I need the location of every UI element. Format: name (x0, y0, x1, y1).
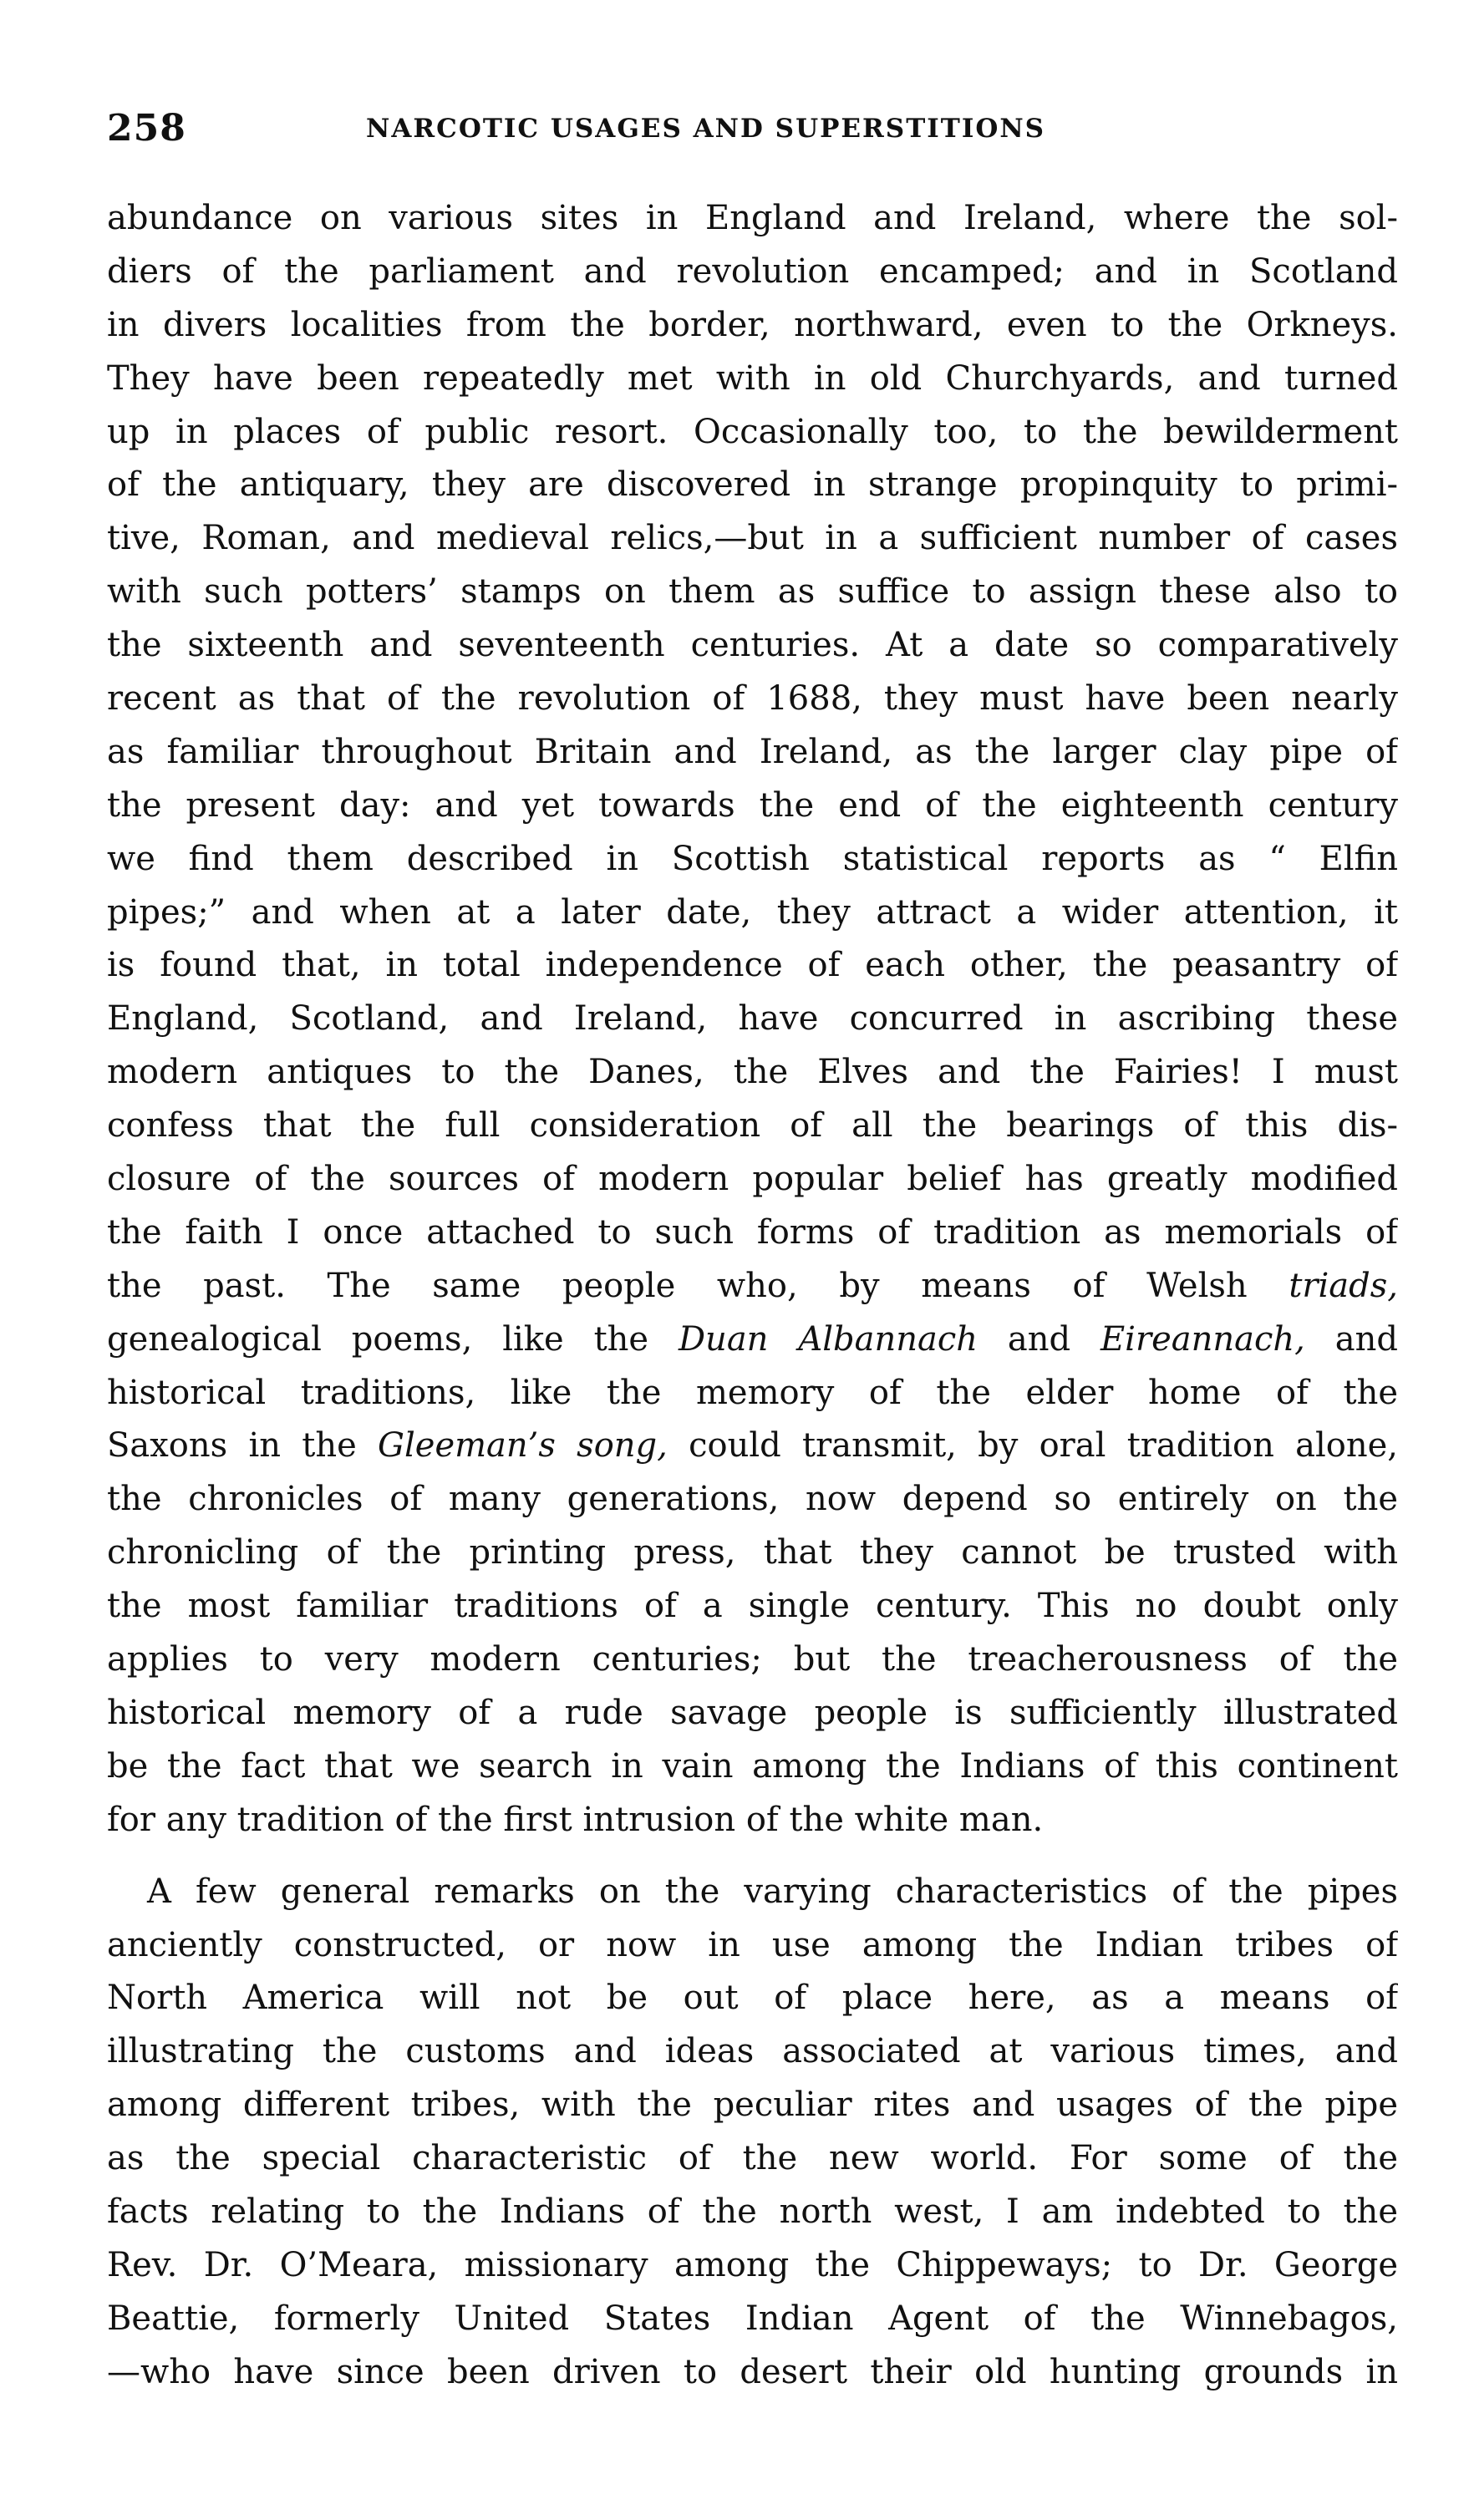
text-line: closure of the sources of modern popular belief has greatly modified (107, 1160, 1398, 1199)
text-line: we find them described in Scottish statistical reports as “ Elfin (107, 839, 1398, 878)
text-line: in divers localities from the border, northward, even to the Orkneys. (107, 305, 1398, 344)
paragraph-gap (107, 1847, 1398, 1866)
body-text (107, 192, 1398, 2400)
text-line: Saxons in the Gleeman’s song, could transmit, by oral tradition alone, (107, 1426, 1398, 1466)
text-line: as familiar throughout Britain and Ireland, as the larger clay pipe of (107, 732, 1398, 771)
text-line: modern antiques to the Danes, the Elves and the Fairies! I must (107, 1053, 1398, 1092)
text-line: with such potters’ stamps on them as suffice to assign these also to (107, 572, 1398, 612)
text-line: tive, Roman, and medieval relics,—but in a sufficient number of cases (107, 519, 1398, 558)
text-line: pipes;” and when at a later date, they attract a wider attention, it (107, 892, 1398, 932)
text-line: genealogical poems, like the Duan Albannach and Eireannach, and (107, 1319, 1398, 1359)
text-line: historical memory of a rude savage people is sufficiently illustrated (107, 1693, 1398, 1732)
running-title: NARCOTIC USAGES AND SUPERSTITIONS (366, 114, 1046, 144)
text-line: confess that the full consideration of all the bearings of this dis- (107, 1106, 1398, 1146)
text-line: the present day: and yet towards the end of the eighteenth century (107, 785, 1398, 825)
text-line: historical traditions, like the memory of the elder home of the (107, 1373, 1398, 1412)
page-number: 258 (107, 107, 186, 150)
text-line: North America will not be out of place here, as a means of (107, 1979, 1398, 2018)
text-line: applies to very modern centuries; but the treacherousness of the (107, 1640, 1398, 1679)
text-line: abundance on various sites in England and Ireland, where the sol- (107, 199, 1398, 237)
text-line: the chronicles of many generations, now depend so entirely on the (107, 1480, 1398, 1519)
running-head (107, 107, 1398, 157)
text-line: as the special characteristic of the new world. For some of the (107, 2139, 1398, 2178)
text-line: the faith I once attached to such forms of tradition as memorials of (107, 1212, 1398, 1252)
text-line: A few general remarks on the varying characteristics of the pipes (147, 1872, 1398, 1911)
text-line: Beattie, formerly United States Indian Agent of the Winnebagos, (107, 2299, 1398, 2338)
text-line: England, Scotland, and Ireland, have concurred in ascribing these (107, 999, 1398, 1039)
text-line: recent as that of the revolution of 1688, they must have been nearly (107, 679, 1398, 719)
text-line: facts relating to the Indians of the north west, I am indebted to the (107, 2192, 1398, 2231)
text-line: of the antiquary, they are discovered in strange propinquity to primi- (107, 465, 1398, 505)
text-line: —who have since been driven to desert their old hunting grounds in (107, 2352, 1398, 2391)
text-line: for any tradition of the first intrusion of the white man. (107, 1800, 1044, 1839)
paragraph-1 (107, 192, 1398, 1847)
paragraph-2 (107, 1866, 1398, 2400)
text-line: the sixteenth and seventeenth centuries. At a date so comparatively (107, 626, 1398, 665)
text-line: up in places of public resort. Occasionally too, to the bewilderment (107, 412, 1398, 451)
text-line: anciently constructed, or now in use among the Indian tribes of (107, 1925, 1398, 1964)
text-line: diers of the parliament and revolution encamped; and in Scotland (107, 251, 1398, 291)
text-line: illustrating the customs and ideas associated at various times, and (107, 2032, 1398, 2071)
text-line: the past. The same people who, by means of Welsh triads, (107, 1266, 1398, 1305)
text-line: be the fact that we search in vain among the Indians of this continent (107, 1746, 1398, 1786)
text-line: the most familiar traditions of a single century. This no doubt only (107, 1587, 1398, 1626)
text-line: among different tribes, with the peculiar rites and usages of the pipe (107, 2086, 1398, 2125)
text-line: Rev. Dr. O’Meara, missionary among the Chippeways; to Dr. George (107, 2245, 1398, 2284)
text-line: chronicling of the printing press, that they cannot be trusted with (107, 1533, 1398, 1572)
text-line: They have been repeatedly met with in old Churchyards, and turned (107, 358, 1398, 398)
text-line: is found that, in total independence of each other, the peasantry of (107, 946, 1398, 985)
